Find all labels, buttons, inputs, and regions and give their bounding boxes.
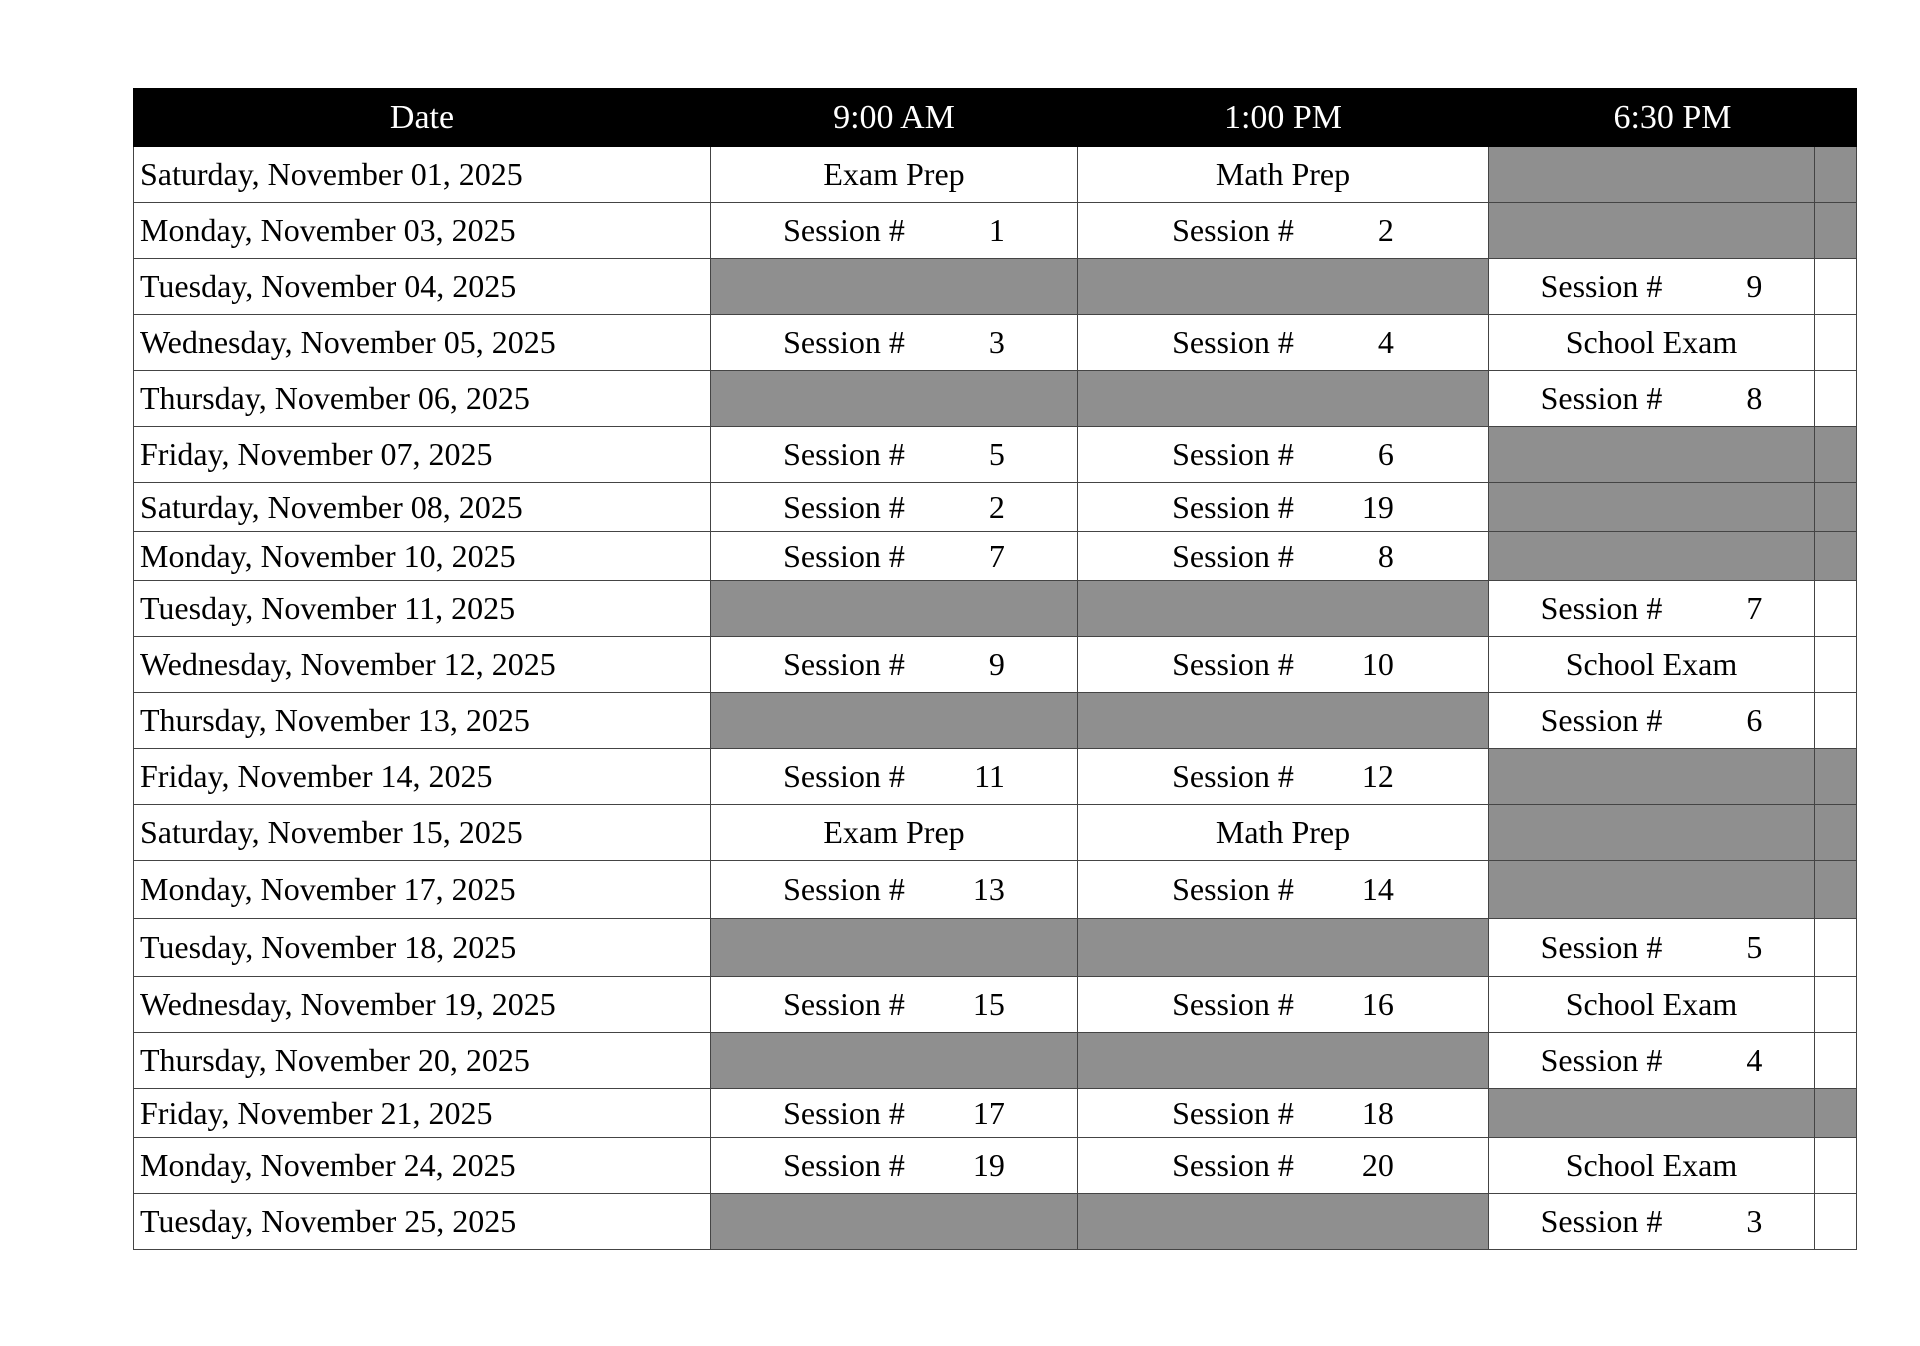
event-ev: School Exam bbox=[1489, 977, 1815, 1033]
session-am bbox=[711, 749, 1078, 805]
empty-slot-pm bbox=[1078, 1033, 1489, 1089]
session-entry bbox=[1489, 590, 1814, 627]
session-label: Session # bbox=[1172, 488, 1294, 525]
date-cell: Wednesday, November 19, 2025 bbox=[134, 977, 711, 1033]
session-entry bbox=[711, 871, 1077, 908]
event-am: Exam Prep bbox=[711, 805, 1078, 861]
session-label: Session # bbox=[783, 436, 905, 472]
session-number: 13 bbox=[972, 871, 1005, 907]
session-number: 17 bbox=[972, 1094, 1005, 1131]
trailing-cell bbox=[1815, 315, 1857, 371]
session-ev bbox=[1489, 1033, 1815, 1089]
date-cell: Friday, November 14, 2025 bbox=[134, 749, 711, 805]
session-entry bbox=[711, 436, 1077, 473]
session-entry bbox=[1489, 268, 1814, 305]
session-entry bbox=[1078, 1147, 1488, 1184]
empty-slot-pm bbox=[1078, 919, 1489, 977]
trailing-cell bbox=[1815, 371, 1857, 427]
empty-slot-pm bbox=[1078, 581, 1489, 637]
session-am bbox=[711, 861, 1078, 919]
session-pm bbox=[1078, 861, 1489, 919]
event-am: Exam Prep bbox=[711, 147, 1078, 203]
trailing-cell bbox=[1815, 805, 1857, 861]
schedule-table bbox=[133, 88, 1857, 1250]
table-header bbox=[134, 89, 1857, 147]
session-am bbox=[711, 637, 1078, 693]
session-entry bbox=[1489, 1203, 1814, 1240]
session-number: 6 bbox=[1377, 436, 1394, 472]
trailing-cell bbox=[1815, 259, 1857, 315]
empty-slot-am bbox=[711, 693, 1078, 749]
session-number: 5 bbox=[1746, 929, 1763, 965]
date-cell: Saturday, November 15, 2025 bbox=[134, 805, 711, 861]
session-label: Session # bbox=[1172, 1094, 1294, 1131]
session-am bbox=[711, 427, 1078, 483]
session-number: 3 bbox=[988, 324, 1005, 360]
session-label: Session # bbox=[1172, 986, 1294, 1022]
trailing-cell bbox=[1815, 1138, 1857, 1194]
date-cell: Thursday, November 06, 2025 bbox=[134, 371, 711, 427]
date-cell: Saturday, November 01, 2025 bbox=[134, 147, 711, 203]
date-cell: Wednesday, November 12, 2025 bbox=[134, 637, 711, 693]
session-number: 16 bbox=[1361, 986, 1394, 1022]
session-pm bbox=[1078, 315, 1489, 371]
session-entry bbox=[711, 1147, 1077, 1184]
session-am bbox=[711, 483, 1078, 532]
table-body bbox=[134, 147, 1857, 1250]
empty-slot-pm bbox=[1078, 1194, 1489, 1250]
table-row bbox=[134, 581, 1857, 637]
session-label: Session # bbox=[783, 986, 905, 1022]
session-label: Session # bbox=[1172, 324, 1294, 360]
table-row bbox=[134, 861, 1857, 919]
session-pm bbox=[1078, 483, 1489, 532]
session-entry bbox=[1489, 929, 1814, 966]
session-number: 11 bbox=[974, 758, 1005, 794]
table-row bbox=[134, 1033, 1857, 1089]
empty-slot-ev bbox=[1489, 805, 1815, 861]
trailing-cell bbox=[1815, 919, 1857, 977]
session-entry bbox=[711, 212, 1077, 249]
header-1pm: 1:00 PM bbox=[1078, 89, 1489, 147]
session-am bbox=[711, 203, 1078, 259]
session-label: Session # bbox=[783, 324, 905, 360]
empty-slot-pm bbox=[1078, 371, 1489, 427]
date-cell: Thursday, November 13, 2025 bbox=[134, 693, 711, 749]
header-date: Date bbox=[134, 89, 711, 147]
session-entry bbox=[711, 324, 1077, 361]
date-cell: Friday, November 21, 2025 bbox=[134, 1089, 711, 1138]
session-entry bbox=[1078, 324, 1488, 361]
session-number: 2 bbox=[988, 488, 1005, 525]
session-label: Session # bbox=[1172, 758, 1294, 794]
event-ev: School Exam bbox=[1489, 1138, 1815, 1194]
date-cell: Thursday, November 20, 2025 bbox=[134, 1033, 711, 1089]
session-label: Session # bbox=[1540, 1042, 1663, 1078]
session-label: Session # bbox=[783, 758, 905, 794]
session-number: 3 bbox=[1746, 1203, 1763, 1239]
trailing-cell bbox=[1815, 861, 1857, 919]
session-entry bbox=[1489, 702, 1814, 739]
session-number: 18 bbox=[1361, 1094, 1394, 1131]
trailing-cell bbox=[1815, 483, 1857, 532]
date-cell: Tuesday, November 18, 2025 bbox=[134, 919, 711, 977]
table-row bbox=[134, 259, 1857, 315]
empty-slot-pm bbox=[1078, 259, 1489, 315]
session-am bbox=[711, 532, 1078, 581]
session-entry bbox=[1078, 436, 1488, 473]
session-number: 7 bbox=[1746, 590, 1763, 626]
session-label: Session # bbox=[783, 537, 905, 574]
session-label: Session # bbox=[1172, 646, 1294, 682]
session-label: Session # bbox=[1172, 537, 1294, 574]
session-pm bbox=[1078, 1138, 1489, 1194]
session-entry bbox=[1078, 986, 1488, 1023]
session-ev bbox=[1489, 1194, 1815, 1250]
trailing-cell bbox=[1815, 581, 1857, 637]
table-row bbox=[134, 483, 1857, 532]
date-cell: Monday, November 10, 2025 bbox=[134, 532, 711, 581]
session-ev bbox=[1489, 371, 1815, 427]
session-entry bbox=[711, 646, 1077, 683]
session-label: Session # bbox=[783, 488, 905, 525]
trailing-cell bbox=[1815, 147, 1857, 203]
date-cell: Saturday, November 08, 2025 bbox=[134, 483, 711, 532]
trailing-cell bbox=[1815, 637, 1857, 693]
session-label: Session # bbox=[1540, 268, 1663, 304]
session-ev bbox=[1489, 693, 1815, 749]
table-row bbox=[134, 637, 1857, 693]
session-pm bbox=[1078, 749, 1489, 805]
empty-slot-ev bbox=[1489, 147, 1815, 203]
session-label: Session # bbox=[783, 871, 905, 907]
session-entry bbox=[711, 758, 1077, 795]
trailing-cell bbox=[1815, 532, 1857, 581]
empty-slot-am bbox=[711, 919, 1078, 977]
header-row bbox=[134, 89, 1857, 147]
session-label: Session # bbox=[783, 1094, 905, 1131]
trailing-cell bbox=[1815, 749, 1857, 805]
session-am bbox=[711, 1089, 1078, 1138]
session-label: Session # bbox=[1172, 212, 1294, 248]
session-label: Session # bbox=[1172, 1147, 1294, 1183]
trailing-cell bbox=[1815, 1089, 1857, 1138]
session-number: 4 bbox=[1377, 324, 1394, 360]
table-row bbox=[134, 203, 1857, 259]
session-label: Session # bbox=[783, 212, 905, 248]
empty-slot-ev bbox=[1489, 483, 1815, 532]
date-cell: Monday, November 24, 2025 bbox=[134, 1138, 711, 1194]
empty-slot-am bbox=[711, 581, 1078, 637]
session-entry bbox=[711, 1095, 1077, 1132]
session-am bbox=[711, 315, 1078, 371]
session-number: 8 bbox=[1746, 380, 1763, 416]
event-pm: Math Prep bbox=[1078, 805, 1489, 861]
session-number: 19 bbox=[1361, 488, 1394, 525]
header-630pm: 6:30 PM bbox=[1489, 89, 1857, 147]
table-row bbox=[134, 371, 1857, 427]
session-number: 8 bbox=[1377, 537, 1394, 574]
session-label: Session # bbox=[1540, 380, 1663, 416]
session-label: Session # bbox=[1540, 702, 1663, 738]
session-label: Session # bbox=[1172, 871, 1294, 907]
session-entry bbox=[1489, 380, 1814, 417]
date-cell: Monday, November 17, 2025 bbox=[134, 861, 711, 919]
event-pm: Math Prep bbox=[1078, 147, 1489, 203]
empty-slot-ev bbox=[1489, 427, 1815, 483]
session-label: Session # bbox=[1172, 436, 1294, 472]
trailing-cell bbox=[1815, 693, 1857, 749]
empty-slot-ev bbox=[1489, 861, 1815, 919]
event-ev: School Exam bbox=[1489, 315, 1815, 371]
session-number: 19 bbox=[972, 1147, 1005, 1183]
empty-slot-am bbox=[711, 371, 1078, 427]
session-label: Session # bbox=[783, 1147, 905, 1183]
session-number: 9 bbox=[1746, 268, 1763, 304]
table-row bbox=[134, 315, 1857, 371]
session-ev bbox=[1489, 259, 1815, 315]
session-pm bbox=[1078, 1089, 1489, 1138]
session-label: Session # bbox=[1540, 929, 1663, 965]
session-pm bbox=[1078, 203, 1489, 259]
session-entry bbox=[1078, 538, 1488, 575]
table-row bbox=[134, 805, 1857, 861]
session-entry bbox=[1078, 1095, 1488, 1132]
empty-slot-am bbox=[711, 1033, 1078, 1089]
session-am bbox=[711, 977, 1078, 1033]
date-cell: Tuesday, November 04, 2025 bbox=[134, 259, 711, 315]
session-entry bbox=[711, 489, 1077, 526]
table-row bbox=[134, 1089, 1857, 1138]
session-number: 14 bbox=[1361, 871, 1394, 907]
empty-slot-am bbox=[711, 1194, 1078, 1250]
session-pm bbox=[1078, 977, 1489, 1033]
table-row bbox=[134, 749, 1857, 805]
table-row bbox=[134, 1138, 1857, 1194]
table-row bbox=[134, 532, 1857, 581]
date-cell: Tuesday, November 25, 2025 bbox=[134, 1194, 711, 1250]
date-cell: Wednesday, November 05, 2025 bbox=[134, 315, 711, 371]
empty-slot-ev bbox=[1489, 749, 1815, 805]
session-label: Session # bbox=[1540, 1203, 1663, 1239]
trailing-cell bbox=[1815, 427, 1857, 483]
trailing-cell bbox=[1815, 1033, 1857, 1089]
session-number: 7 bbox=[988, 537, 1005, 574]
session-entry bbox=[1078, 871, 1488, 908]
session-number: 20 bbox=[1361, 1147, 1394, 1183]
session-entry bbox=[1078, 212, 1488, 249]
session-pm bbox=[1078, 532, 1489, 581]
session-number: 15 bbox=[972, 986, 1005, 1022]
trailing-cell bbox=[1815, 977, 1857, 1033]
session-ev bbox=[1489, 581, 1815, 637]
table-row bbox=[134, 693, 1857, 749]
session-number: 12 bbox=[1361, 758, 1394, 794]
session-number: 6 bbox=[1746, 702, 1763, 738]
session-pm bbox=[1078, 637, 1489, 693]
empty-slot-am bbox=[711, 259, 1078, 315]
table-row bbox=[134, 427, 1857, 483]
session-ev bbox=[1489, 919, 1815, 977]
session-number: 5 bbox=[988, 436, 1005, 472]
empty-slot-ev bbox=[1489, 203, 1815, 259]
session-am bbox=[711, 1138, 1078, 1194]
trailing-cell bbox=[1815, 203, 1857, 259]
table-row bbox=[134, 919, 1857, 977]
session-label: Session # bbox=[783, 646, 905, 682]
empty-slot-ev bbox=[1489, 1089, 1815, 1138]
trailing-cell bbox=[1815, 1194, 1857, 1250]
session-entry bbox=[1078, 758, 1488, 795]
empty-slot-pm bbox=[1078, 693, 1489, 749]
event-ev: School Exam bbox=[1489, 637, 1815, 693]
session-entry bbox=[1078, 646, 1488, 683]
date-cell: Tuesday, November 11, 2025 bbox=[134, 581, 711, 637]
session-number: 4 bbox=[1746, 1042, 1763, 1078]
session-entry bbox=[1489, 1042, 1814, 1079]
session-number: 1 bbox=[988, 212, 1005, 248]
session-entry bbox=[711, 986, 1077, 1023]
table-row bbox=[134, 1194, 1857, 1250]
date-cell: Monday, November 03, 2025 bbox=[134, 203, 711, 259]
session-number: 10 bbox=[1361, 646, 1394, 682]
session-entry bbox=[1078, 489, 1488, 526]
session-label: Session # bbox=[1540, 590, 1663, 626]
table-row bbox=[134, 977, 1857, 1033]
session-number: 9 bbox=[988, 646, 1005, 682]
header-9am: 9:00 AM bbox=[711, 89, 1078, 147]
empty-slot-ev bbox=[1489, 532, 1815, 581]
table-row bbox=[134, 147, 1857, 203]
date-cell: Friday, November 07, 2025 bbox=[134, 427, 711, 483]
session-number: 2 bbox=[1377, 212, 1394, 248]
session-entry bbox=[711, 538, 1077, 575]
session-pm bbox=[1078, 427, 1489, 483]
